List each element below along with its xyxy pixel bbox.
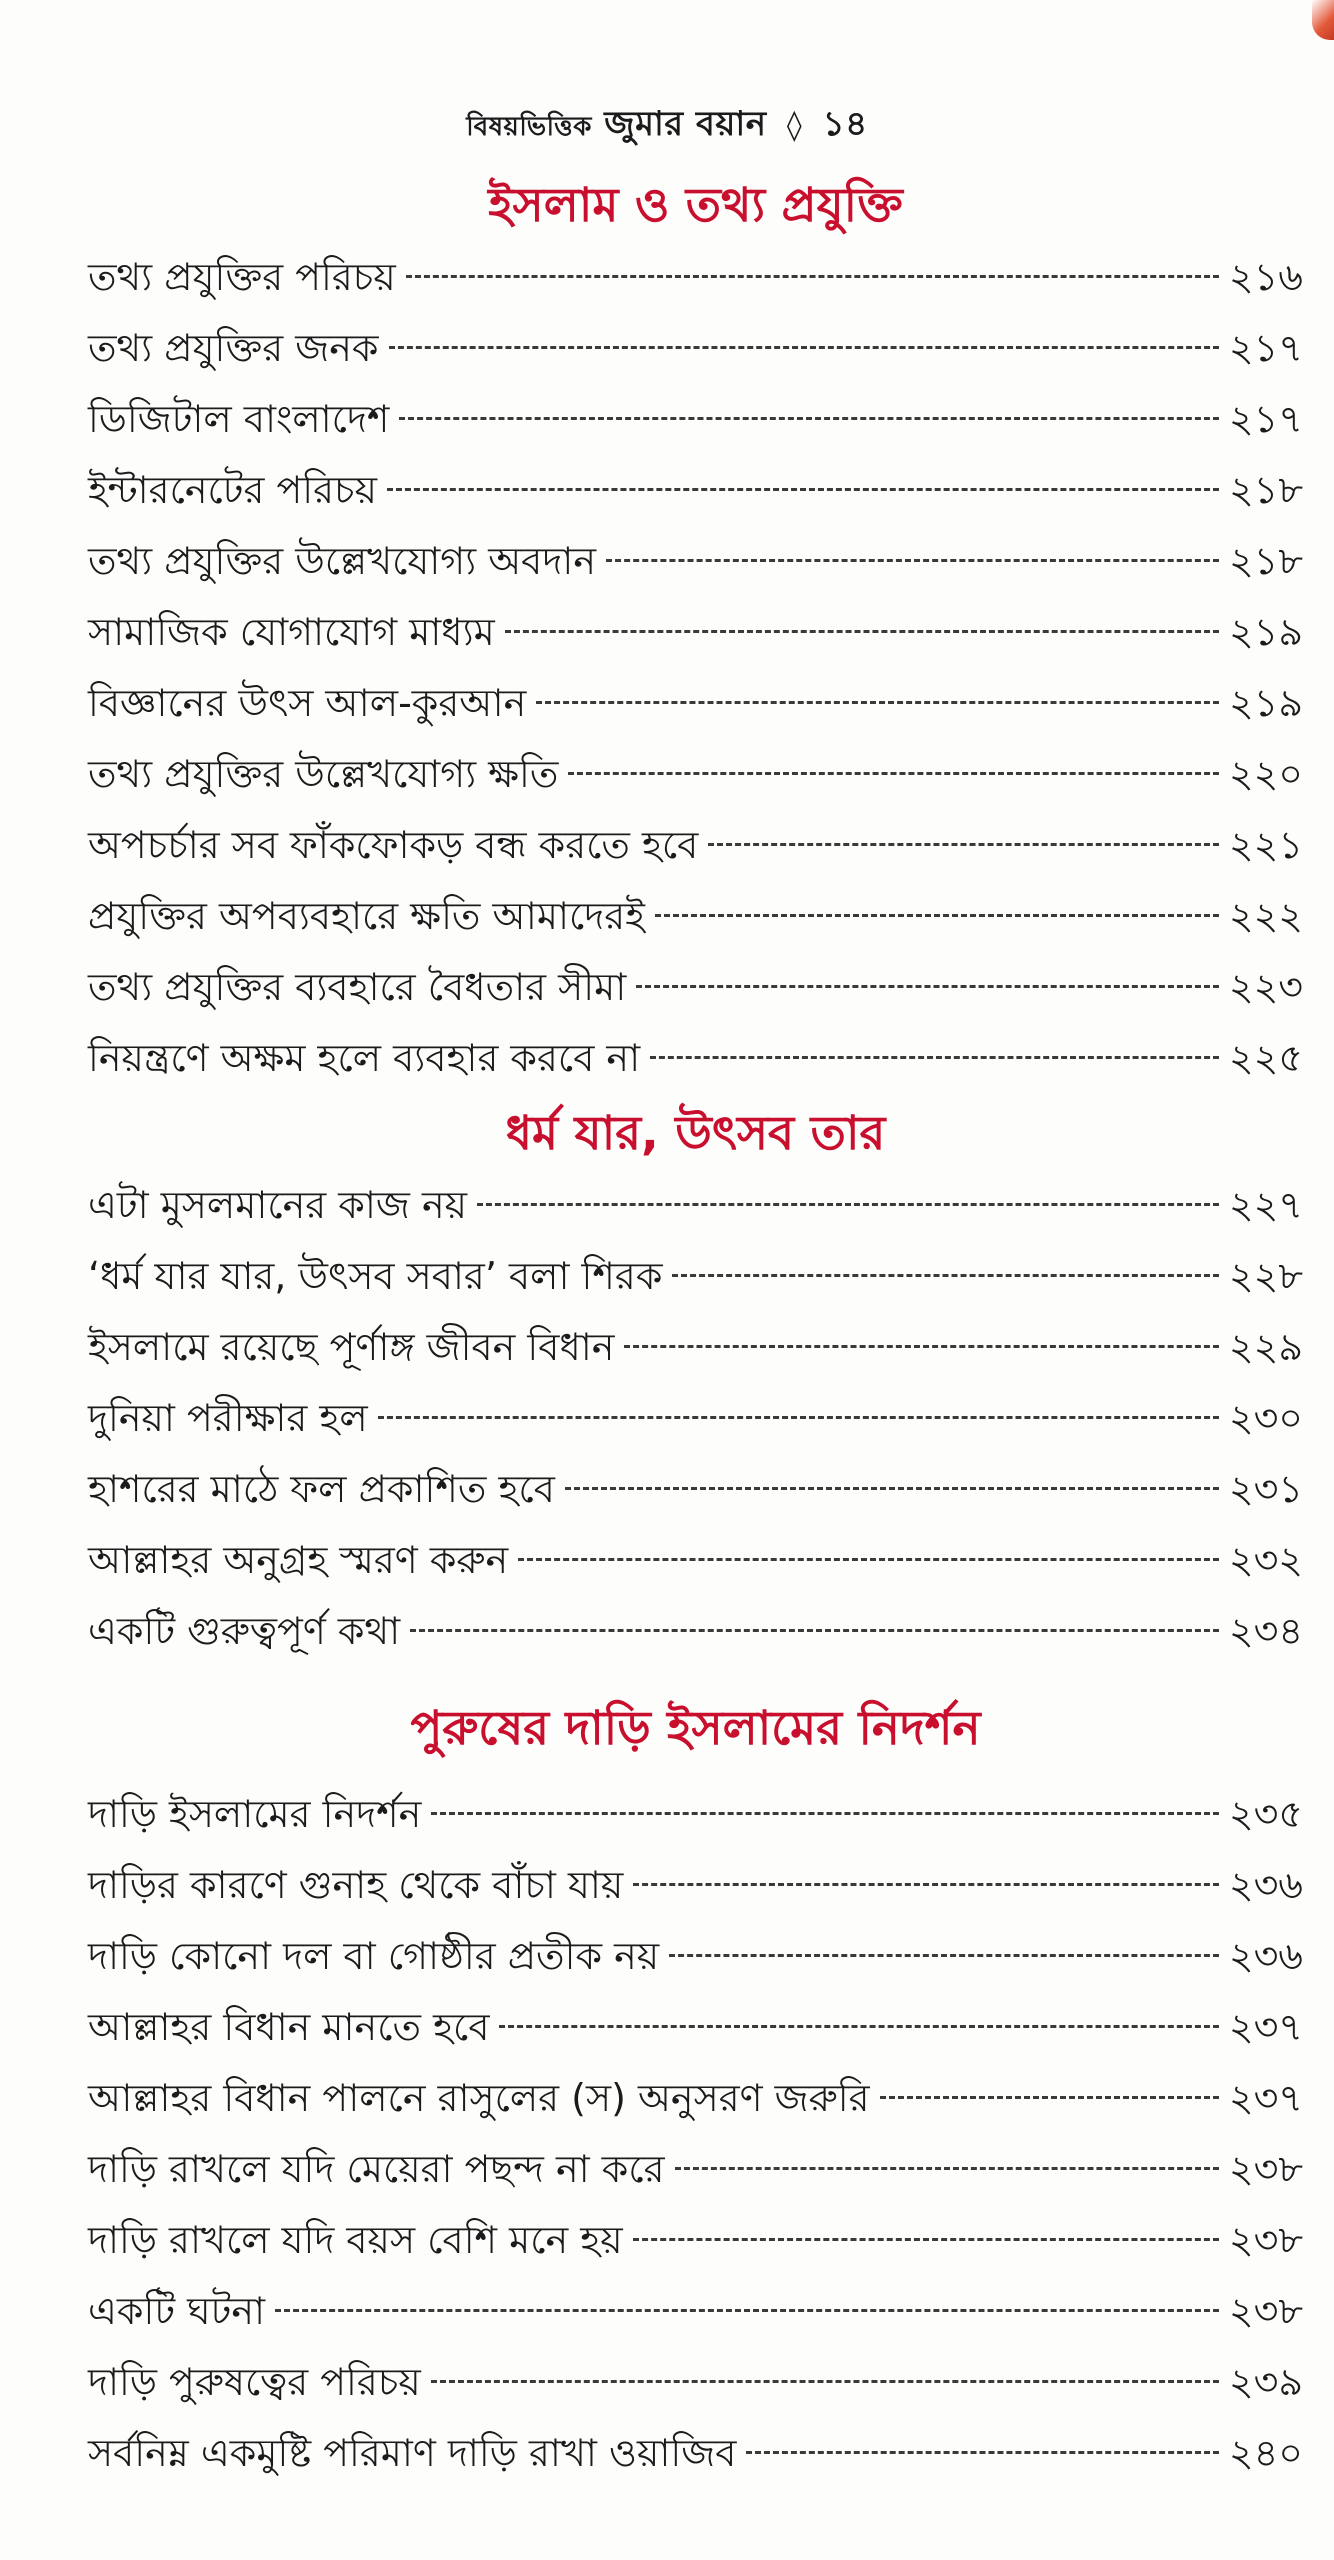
toc-entry-page: ২৩০ [1228,1396,1303,1440]
toc-entry[interactable] [88,881,1303,952]
toc-entry[interactable] [88,2134,1303,2205]
running-head-subtitle: বিষয়ভিত্তিক [466,112,592,142]
toc-entry-title: ইন্টারনেটের পরিচয় [88,468,377,512]
toc-entry-page: ২৩৯ [1228,2360,1303,2404]
section-heading: ধর্ম যার, উৎসব তার [505,1106,886,1161]
toc-entry[interactable] [88,810,1303,881]
toc-entry[interactable] [88,1454,1303,1525]
dot-leader [275,2309,1219,2312]
toc-entry-list [88,1170,1303,1667]
table-of-contents [88,170,1303,2489]
running-head [0,98,1334,155]
toc-entry-title: দাড়ির কারণে গুনাহ থেকে বাঁচা যায় [88,1863,624,1907]
dot-leader [633,1883,1219,1886]
dot-leader [672,1274,1219,1277]
toc-entry-title: নিয়ন্ত্রণে অক্ষম হলে ব্যবহার করবে না [88,1036,641,1080]
toc-entry-title: প্রযুক্তির অপব্যবহারে ক্ষতি আমাদেরই [88,894,645,938]
toc-entry-page: ২২৫ [1228,1036,1303,1080]
toc-entry-page: ২১৮ [1228,468,1303,512]
toc-entry-page: ২২৮ [1228,1254,1303,1298]
toc-entry[interactable] [88,597,1303,668]
toc-entry-page: ২২০ [1228,752,1303,796]
toc-entry-title: তথ্য প্রযুক্তির জনক [88,326,379,370]
toc-entry-page: ২১৭ [1228,397,1303,441]
toc-entry[interactable] [88,668,1303,739]
section-heading: পুরুষের দাড়ি ইসলামের নিদর্শন [410,1701,981,1756]
dot-leader [431,1812,1219,1815]
toc-entry-title: দাড়ি রাখলে যদি বয়স বেশি মনে হয় [88,2218,623,2262]
toc-entry[interactable] [88,2418,1303,2489]
toc-entry-page: ২৩৭ [1228,2076,1303,2120]
dot-leader [606,559,1219,562]
toc-entry[interactable] [88,1992,1303,2063]
dot-leader [406,275,1219,278]
toc-entry[interactable] [88,1779,1303,1850]
dot-leader [536,701,1219,704]
toc-entry-title: অপচর্চার সব ফাঁকফোকড় বন্ধ করতে হবে [88,823,699,867]
toc-entry[interactable] [88,1850,1303,1921]
toc-entry-title: দাড়ি রাখলে যদি মেয়েরা পছন্দ না করে [88,2147,665,2191]
dot-leader [655,914,1219,917]
toc-entry-list [88,242,1303,1094]
toc-entry[interactable] [88,1312,1303,1383]
toc-entry-title: আল্লাহর বিধান মানতে হবে [88,2005,490,2049]
toc-entry-page: ২২১ [1228,823,1303,867]
dot-leader [378,1416,1219,1419]
toc-entry-page: ২২৯ [1228,1325,1303,1369]
toc-entry-title: বিজ্ঞানের উৎস আল-কুরআন [88,681,527,725]
running-head-title: জুমার বয়ান [604,104,767,144]
toc-entry[interactable] [88,1596,1303,1667]
dot-leader [880,2096,1219,2099]
dot-leader [389,346,1219,349]
toc-entry-title: তথ্য প্রযুক্তির উল্লেখযোগ্য অবদান [88,539,597,583]
toc-entry-title: তথ্য প্রযুক্তির পরিচয় [88,255,396,299]
toc-entry-page: ২১৯ [1228,681,1303,725]
toc-entry[interactable] [88,2276,1303,2347]
toc-entry-title: একটি ঘটনা [88,2289,266,2333]
toc-entry-page: ২১৭ [1228,326,1303,370]
dot-leader [746,2451,1219,2454]
dot-leader [505,630,1219,633]
dot-leader [565,1487,1219,1490]
diamond-icon: ◊ [786,108,803,143]
dot-leader [633,2238,1219,2241]
toc-entry-page: ২১৯ [1228,610,1303,654]
dot-leader [518,1558,1219,1561]
toc-entry-page: ২৩৮ [1228,2218,1303,2262]
dot-leader [650,1056,1219,1059]
dot-leader [477,1203,1219,1206]
dot-leader [431,2380,1219,2383]
section-heading: ইসলাম ও তথ্য প্রযুক্তি [488,178,903,233]
toc-entry-page: ২৩৬ [1228,1934,1303,1978]
toc-entry-title: হাশরের মাঠে ফল প্রকাশিত হবে [88,1467,555,1511]
toc-entry-title: দাড়ি পুরুষত্বের পরিচয় [88,2360,421,2404]
toc-entry-page: ২৩৮ [1228,2147,1303,2191]
toc-entry[interactable] [88,952,1303,1023]
toc-entry-page: ২৪০ [1228,2431,1303,2475]
toc-entry-title: ডিজিটাল বাংলাদেশ [88,397,390,441]
toc-entry[interactable] [88,384,1303,455]
toc-entry-title: সামাজিক যোগাযোগ মাধ্যম [88,610,495,654]
toc-entry-page: ২৩৫ [1228,1792,1303,1836]
toc-entry-page: ২৩৬ [1228,1863,1303,1907]
toc-entry[interactable] [88,1525,1303,1596]
toc-entry-page: ২১৬ [1228,255,1303,299]
toc-entry-page: ২২২ [1228,894,1303,938]
toc-entry[interactable] [88,1170,1303,1241]
toc-entry-title: আল্লাহর বিধান পালনে রাসুলের (স) অনুসরণ জরুরি [88,2076,870,2120]
toc-section-islam-it [88,170,1303,1094]
toc-entry[interactable] [88,739,1303,810]
dot-leader [568,772,1218,775]
dot-leader [675,2167,1219,2170]
toc-section-religion-festival [88,1098,1303,1667]
page-number: ১৪ [822,104,868,144]
toc-entry-title: ইসলামে রয়েছে পূর্ণাঙ্গ জীবন বিধান [88,1325,615,1369]
toc-entry-title: তথ্য প্রযুক্তির উল্লেখযোগ্য ক্ষতি [88,752,559,796]
dot-leader [399,417,1219,420]
toc-entry[interactable] [88,1383,1303,1454]
toc-entry[interactable] [88,2205,1303,2276]
toc-entry[interactable] [88,526,1303,597]
dot-leader [410,1629,1219,1632]
toc-entry-page: ২৩৭ [1228,2005,1303,2049]
toc-entry-title: দুনিয়া পরীক্ষার হল [88,1396,368,1440]
toc-entry[interactable] [88,1921,1303,1992]
toc-entry[interactable] [88,313,1303,384]
toc-entry-title: সর্বনিম্ন একমুষ্টি পরিমাণ দাড়ি রাখা ওয়াজিব [88,2431,737,2475]
toc-entry[interactable] [88,1241,1303,1312]
toc-entry-page: ২১৮ [1228,539,1303,583]
toc-entry-page: ২৩৮ [1228,2289,1303,2333]
toc-entry[interactable] [88,242,1303,313]
toc-entry-page: ২২৩ [1228,965,1303,1009]
toc-entry-title: তথ্য প্রযুক্তির ব্যবহারে বৈধতার সীমা [88,965,627,1009]
toc-entry[interactable] [88,1023,1303,1094]
toc-entry-list [88,1779,1303,2489]
toc-entry[interactable] [88,2347,1303,2418]
dot-leader [387,488,1219,491]
toc-entry-title: একটি গুরুত্বপূর্ণ কথা [88,1609,401,1653]
toc-entry-title: দাড়ি ইসলামের নিদর্শন [88,1792,422,1836]
toc-entry-title: ‘ধর্ম যার যার, উৎসব সবার’ বলা শিরক [88,1254,663,1298]
toc-entry-title: এটা মুসলমানের কাজ নয় [88,1183,468,1227]
toc-entry-title: দাড়ি কোনো দল বা গোষ্ঠীর প্রতীক নয় [88,1934,660,1978]
toc-entry-page: ২৩২ [1228,1538,1303,1582]
toc-entry-page: ২৩৪ [1228,1609,1303,1653]
dot-leader [499,2025,1218,2028]
toc-entry[interactable] [88,455,1303,526]
dot-leader [636,985,1219,988]
dot-leader [708,843,1219,846]
toc-entry-page: ২২৭ [1228,1183,1303,1227]
dot-leader [669,1954,1219,1957]
toc-entry-title: আল্লাহর অনুগ্রহ স্মরণ করুন [88,1538,509,1582]
toc-section-beard [88,1693,1303,2489]
toc-entry-page: ২৩১ [1228,1467,1303,1511]
toc-entry[interactable] [88,2063,1303,2134]
dot-leader [624,1345,1218,1348]
